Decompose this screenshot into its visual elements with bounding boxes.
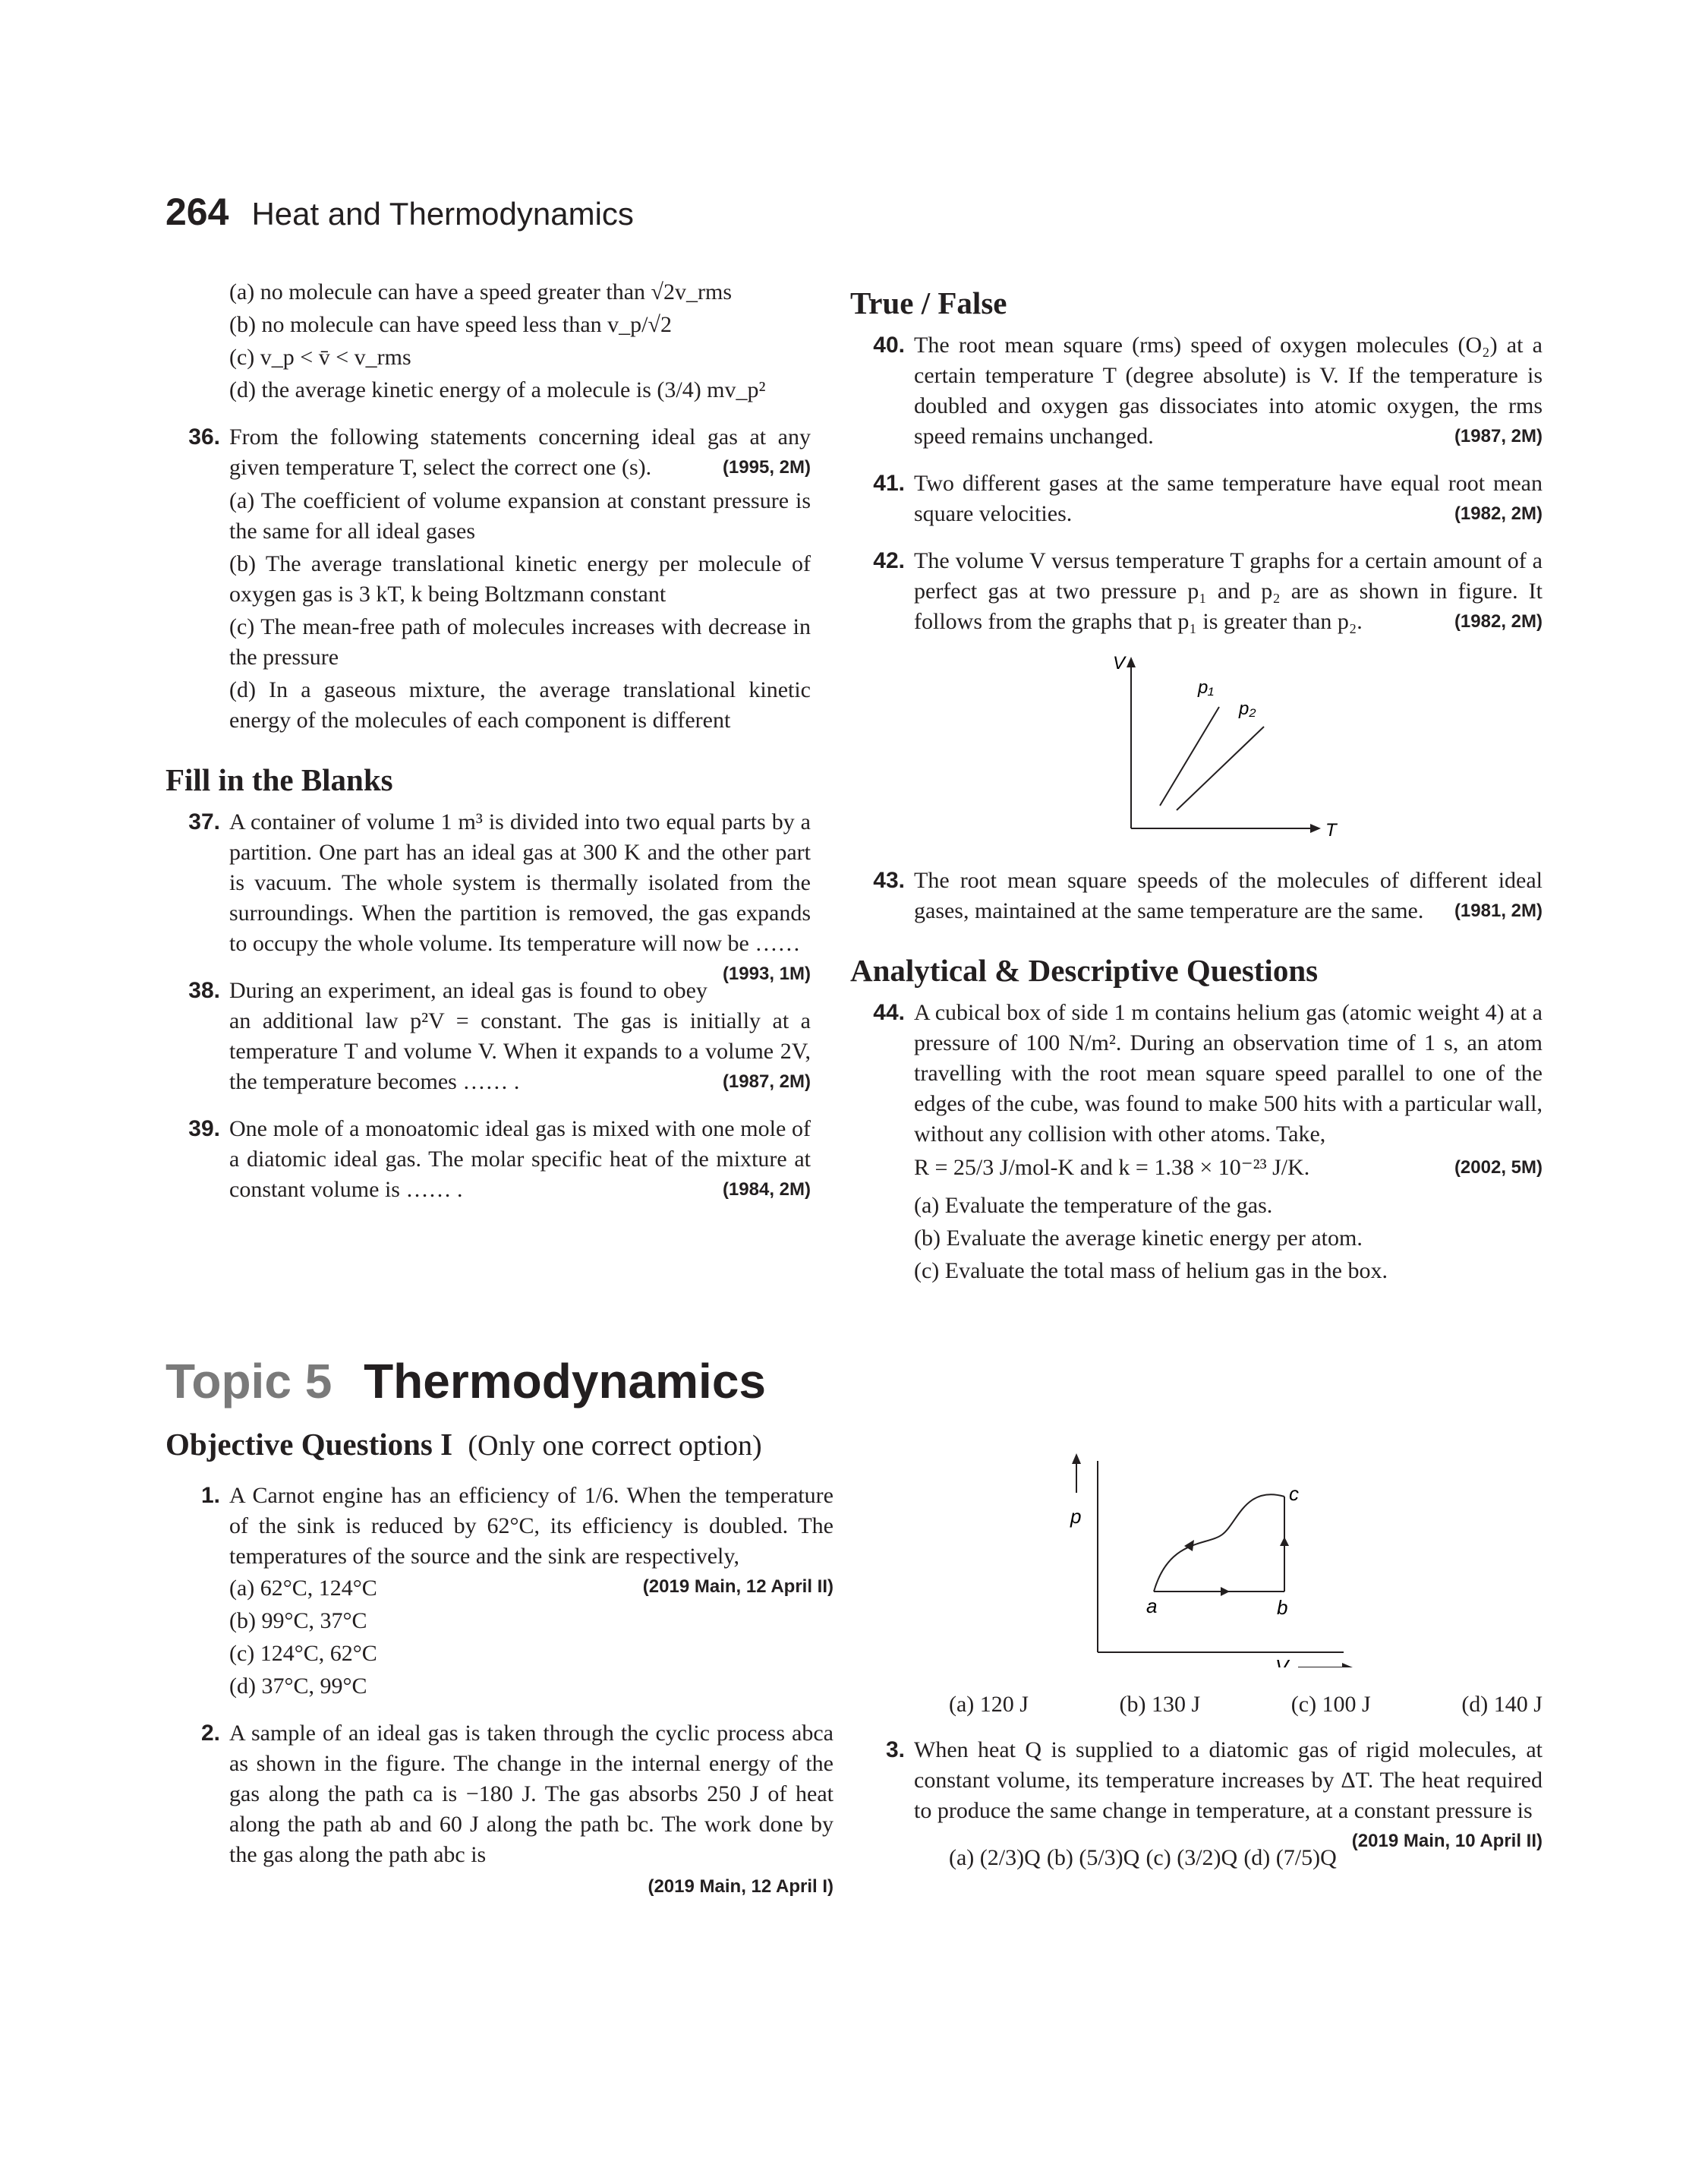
question-text: A Carnot engine has an efficiency of 1/6. When the temperature of the sink is reduced by 62°C, its efficiency is doubled. The temperatures of the source and the sink are respectively, (229, 1483, 834, 1569)
t3-option-c: (c) (3/2)Q (1145, 1845, 1238, 1870)
year-tag: (1987, 2M) (1454, 426, 1543, 446)
question-text: One mole of a monoatomic ideal gas is mixed with one mole of a diatomic ideal gas. The molar specific heat of the mixture at constant volume is …… . (229, 1116, 811, 1202)
question-text: The root mean square speeds of the molecules of different ideal gases, maintained at the same temperature are the same. (914, 868, 1543, 923)
question-36 (165, 422, 811, 736)
q44-part-c: (c) Evaluate the total mass of helium gas in the box. (914, 1258, 1388, 1283)
question-39 (165, 1114, 811, 1205)
t3-options (949, 1843, 1337, 1873)
left-column (165, 277, 811, 1222)
t1-option-b: (b) 99°C, 37°C (229, 1608, 367, 1633)
y-axis-label: V (1113, 654, 1126, 674)
line-p1-label: p₁ (1198, 677, 1214, 698)
topic-label: Topic 5 (165, 1354, 332, 1409)
topic5-question-1 (165, 1481, 834, 1702)
section-heading-fill-blanks: Fill in the Blanks (165, 762, 393, 797)
topic-heading (165, 1353, 766, 1409)
t2-option-a: (a) 120 J (949, 1692, 1029, 1717)
q36-option-a: (a) The coefficient of volume expansion at constant pressure is the same for all ideal gases (229, 488, 811, 544)
figure-cyclic-process (850, 1440, 1543, 1676)
t2-options (949, 1689, 1543, 1720)
question-41 (850, 468, 1543, 529)
question-number: 38. (188, 978, 220, 1003)
t1-option-d: (d) 37°C, 99°C (229, 1674, 367, 1699)
year-tag: (1987, 2M) (722, 1071, 811, 1092)
q36-option-b: (b) The average translational kinetic energy per molecule of oxygen gas is 3 kT, k being Boltzmann constant (229, 551, 811, 607)
question-number: 1. (200, 1483, 220, 1508)
question-text: When heat Q is supplied to a diatomic gas of rigid molecules, at constant volume, its temperature increases by ΔT. The heat required to produce the same change in temperature, at a constant pressure is (914, 1737, 1543, 1823)
q36-option-d: (d) In a gaseous mixture, the average translational kinetic energy of the molecules of each component is different (229, 677, 811, 733)
y-axis-label: p (1070, 1505, 1082, 1528)
right-column (850, 277, 1543, 1303)
question-number: 44. (873, 1000, 905, 1025)
question-text: Two different gases at the same temperature have equal root mean square velocities. (914, 471, 1543, 526)
question-number: 39. (188, 1116, 220, 1141)
year-tag: (2019 Main, 12 April II) (642, 1576, 834, 1597)
question-text: A sample of an ideal gas is taken through the cyclic process abca as shown in the figure. The change in the internal energy of the gas along the path ca is −180 J. The gas absorbs 250 J of heat along the path ab and 60 J along the path bc. The work done by the gas along the path abc is (229, 1721, 834, 1867)
topic-name: Thermodynamics (364, 1354, 766, 1409)
q44-part-b: (b) Evaluate the average kinetic energy per atom. (914, 1226, 1363, 1251)
year-tag: (1981, 2M) (1454, 901, 1543, 921)
x-axis-label: T (1325, 820, 1337, 841)
q35-options (229, 277, 811, 405)
question-text: The root mean square (rms) speed of oxygen molecules (O₂) at a certain temperature T (degree absolute) is V. If the temperature is doubled and oxygen gas dissociates into atomic oxygen, the rms speed remains unchanged. (914, 333, 1543, 449)
point-a-label: a (1146, 1595, 1158, 1617)
year-tag: (1982, 2M) (1454, 503, 1543, 524)
year-tag: (1995, 2M) (722, 457, 811, 478)
right-column-bottom (850, 1435, 1543, 1888)
question-text: From the following statements concerning ideal gas at any given temperature T, select the correct one (s). (229, 424, 811, 480)
q44-part-a: (a) Evaluate the temperature of the gas. (914, 1193, 1273, 1218)
t2-option-d: (d) 140 J (1461, 1692, 1543, 1717)
topic5-question-3 (850, 1735, 1543, 1851)
left-column-bottom (165, 1481, 834, 1919)
question-40 (850, 330, 1543, 452)
line-p2 (1177, 727, 1264, 810)
t1-option-a: (a) 62°C, 124°C (229, 1576, 377, 1601)
point-c-label: c (1289, 1482, 1299, 1505)
figure-v-vs-t (850, 654, 1543, 852)
year-tag: (1984, 2M) (722, 1179, 811, 1200)
line-p2-label: p₂ (1239, 699, 1256, 719)
question-number: 40. (873, 333, 905, 358)
question-42 (850, 546, 1543, 637)
question-43 (850, 866, 1543, 926)
page-header (165, 190, 634, 234)
question-number: 36. (188, 424, 220, 450)
question-number: 3. (885, 1737, 905, 1762)
t1-option-c: (c) 124°C, 62°C (229, 1641, 377, 1666)
question-38 (165, 976, 811, 1097)
v-t-graph (850, 654, 1543, 844)
question-number: 2. (200, 1721, 220, 1746)
year-tag: (2019 Main, 12 April I) (648, 1876, 834, 1897)
point-b-label: b (1277, 1596, 1288, 1619)
t2-option-b: (b) 130 J (1119, 1692, 1201, 1717)
q35-option-d: (d) the average kinetic energy of a molecule is (3/4) mv_p² (229, 377, 766, 402)
page-number: 264 (165, 191, 229, 233)
objective-heading (165, 1426, 762, 1462)
path-ca (1154, 1494, 1284, 1592)
question-number: 37. (188, 809, 220, 834)
objective-title: Objective Questions I (165, 1427, 453, 1462)
question-text: A cubical box of side 1 m contains helium gas (atomic weight 4) at a pressure of 100 N/m². During an observation time of 1 s, an atom travelling with the root mean square speed parallel to one of the edges of the cube, was found to make 500 hits with a particular wall, without any collision with other atoms. Take, (914, 1000, 1543, 1147)
year-tag: (2019 Main, 10 April II) (1351, 1831, 1543, 1851)
year-tag: (2002, 5M) (1454, 1157, 1543, 1178)
question-number: 41. (873, 471, 905, 496)
t3-option-b: (b) (5/3)Q (1046, 1845, 1140, 1870)
question-number: 42. (873, 548, 905, 573)
t2-option-c: (c) 100 J (1290, 1692, 1371, 1717)
q35-option-c: (c) v_p < v̄ < v_rms (229, 345, 411, 370)
q35-option-b: (b) no molecule can have speed less than v_p/√2 (229, 312, 672, 337)
p-v-graph (850, 1440, 1543, 1667)
year-tag: (1982, 2M) (1454, 611, 1543, 632)
section-heading-analytical: Analytical & Descriptive Questions (850, 953, 1319, 988)
x-axis-label: V (1275, 1655, 1289, 1667)
question-44 (850, 998, 1543, 1286)
question-text: The volume V versus temperature T graphs for a certain amount of a perfect gas at two pressure p₁ and p₂ are as shown in figure. It follows from the graphs that p₁ is greater than p₂. (914, 548, 1543, 634)
question-37 (165, 807, 811, 984)
line-p1 (1160, 707, 1219, 806)
topic5-question-2 (165, 1718, 834, 1902)
question-text: During an experiment, an ideal gas is found to obey an additional law p²V = constant. The gas is initially at a temperature T and volume V. When it expands to a volume 2V, the temperature becomes …… . (229, 978, 811, 1094)
section-heading-true-false: True / False (850, 285, 1007, 320)
q36-option-c: (c) The mean-free path of molecules increases with decrease in the pressure (229, 614, 811, 670)
q35-option-a: (a) no molecule can have a speed greater than √2v_rms (229, 279, 733, 304)
question-formula: R = 25/3 J/mol-K and k = 1.38 × 10⁻²³ J/K. (914, 1155, 1310, 1180)
objective-subtitle: (Only one correct option) (468, 1430, 762, 1462)
t3-option-d: (d) (7/5)Q (1243, 1845, 1337, 1870)
question-text: A container of volume 1 m³ is divided into two equal parts by a partition. One part has an ideal gas at 300 K and the other part is vacuum. The whole system is thermally isolated from the surroundings. When the partition is removed, the gas expands to occupy the whole volume. Its temperature will now be …… (229, 809, 811, 956)
year-tag: (1993, 1M) (722, 964, 811, 984)
question-number: 43. (873, 868, 905, 893)
chapter-title: Heat and Thermodynamics (251, 196, 634, 232)
t3-option-a: (a) (2/3)Q (949, 1845, 1041, 1870)
